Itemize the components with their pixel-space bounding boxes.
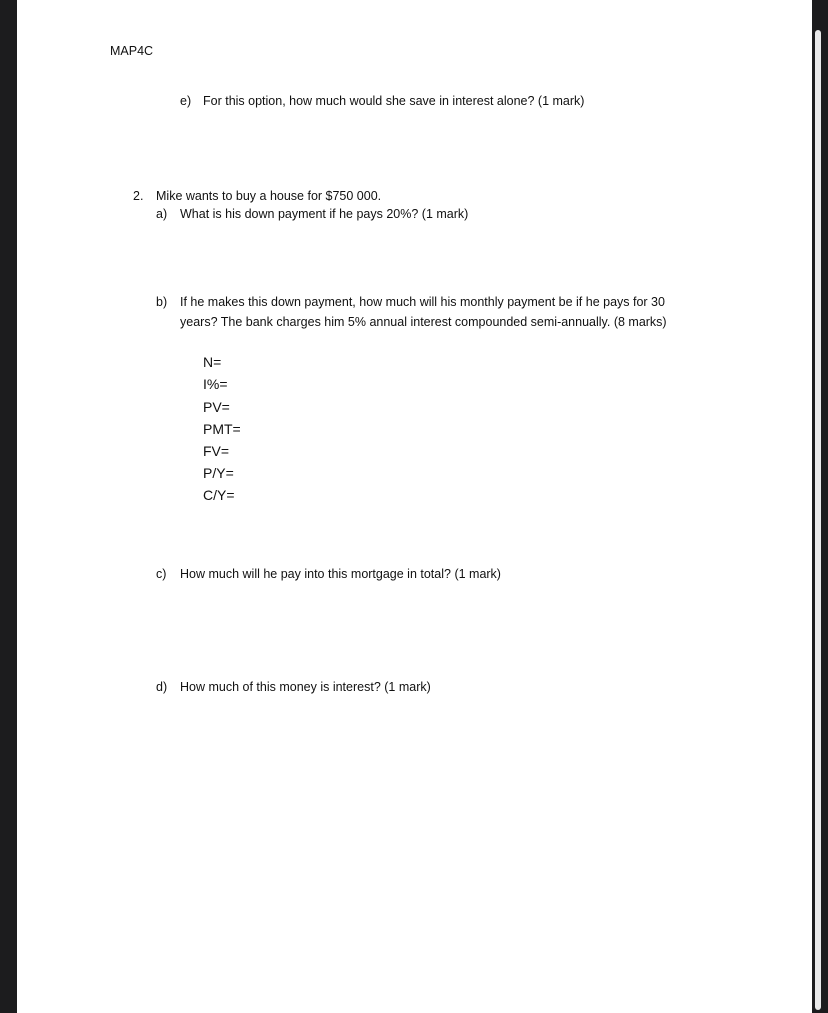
question-2-intro: Mike wants to buy a house for $750 000. <box>156 189 382 203</box>
question-2a-text: What is his down payment if he pays 20%? (1 mark) <box>180 207 469 221</box>
course-code-header: MAP4C <box>110 44 154 58</box>
document-page <box>17 0 812 1013</box>
question-2b-text-line2: years? The bank charges him 5% annual interest compounded semi-annually. (8 marks) <box>180 315 667 329</box>
question-2b-text-line1: If he makes this down payment, how much will his monthly payment be if he pays for 30 <box>180 295 665 309</box>
question-2c-label: c) <box>156 567 167 581</box>
tvm-pmt-label: PMT= <box>203 421 241 437</box>
tvm-n-label: N= <box>203 354 222 370</box>
question-2b-label: b) <box>156 295 168 309</box>
question-2d-text: How much of this money is interest? (1 mark) <box>180 680 431 694</box>
vertical-scrollbar[interactable] <box>815 30 821 1010</box>
question-1e-text: For this option, how much would she save in interest alone? (1 mark) <box>203 94 585 108</box>
question-1e-label: e) <box>180 94 192 108</box>
tvm-pv-label: PV= <box>203 399 230 415</box>
question-2c-text: How much will he pay into this mortgage in total? (1 mark) <box>180 567 501 581</box>
question-2-number: 2. <box>133 189 144 203</box>
tvm-py-label: P/Y= <box>203 465 234 481</box>
tvm-interest-label: I%= <box>203 376 228 392</box>
question-2a-label: a) <box>156 207 168 221</box>
tvm-cy-label: C/Y= <box>203 487 235 503</box>
tvm-fv-label: FV= <box>203 443 230 459</box>
question-2d-label: d) <box>156 680 168 694</box>
